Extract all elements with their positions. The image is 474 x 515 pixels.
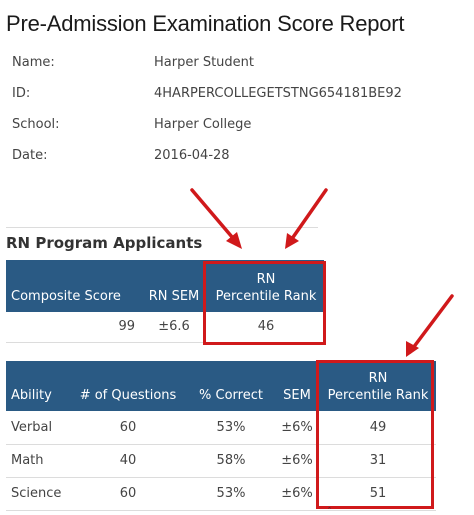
column-header-ability: Ability [6,361,68,411]
column-header-rn-percentile-rank: RN Percentile Rank [208,260,324,312]
sem-cell: ±6% [274,444,320,477]
arrow-left-icon [192,190,238,244]
date-label: Date: [12,148,48,163]
num-questions-cell: 40 [68,444,188,477]
caret-mark-icon: ˆ [328,506,331,515]
ability-cell: Science [6,477,68,510]
sem-cell: ±6% [274,411,320,444]
column-header-rn-sem: RN SEM [140,260,208,312]
rn-sem-cell: ±6.6 [140,312,208,342]
rn-percentile-rank-cell: 31 [320,444,436,477]
ability-cell: Math [6,444,68,477]
column-header-rn-percentile-rank: RN Percentile Rank [320,361,436,411]
percent-correct-cell: 53% [188,477,274,510]
column-header-percent-correct: % Correct [188,361,274,411]
name-value: Harper Student [154,55,254,70]
arrow-right-icon [289,190,326,243]
name-label: Name: [12,55,55,70]
school-value: Harper College [154,117,252,132]
id-value: 4HARPERCOLLEGETSTNG654181BE92 [154,86,402,101]
rn-percentile-rank-cell: 51 [320,477,436,510]
percent-correct-cell: 53% [188,411,274,444]
percent-correct-cell: 58% [188,444,274,477]
page-title: Pre-Admission Examination Score Report [6,11,405,36]
rn-percentile-rank-cell: 49 [320,411,436,444]
num-questions-cell: 60 [68,477,188,510]
ability-cell: Verbal [6,411,68,444]
num-questions-cell: 60 [68,411,188,444]
section-title: RN Program Applicants [6,234,203,252]
id-label: ID: [12,86,31,101]
sem-cell: ±6% [274,477,320,510]
rn-percentile-rank-cell: 46 [208,312,324,342]
column-header-num-questions: # of Questions [68,361,188,411]
column-header-sem: SEM [274,361,320,411]
arrowhead-right-icon [285,233,299,249]
composite-score-cell: 99 [6,312,140,342]
school-label: School: [12,117,60,132]
date-value: 2016-04-28 [154,148,230,163]
arrow-lower-icon [410,296,452,352]
column-header-composite-score: Composite Score [6,260,140,312]
